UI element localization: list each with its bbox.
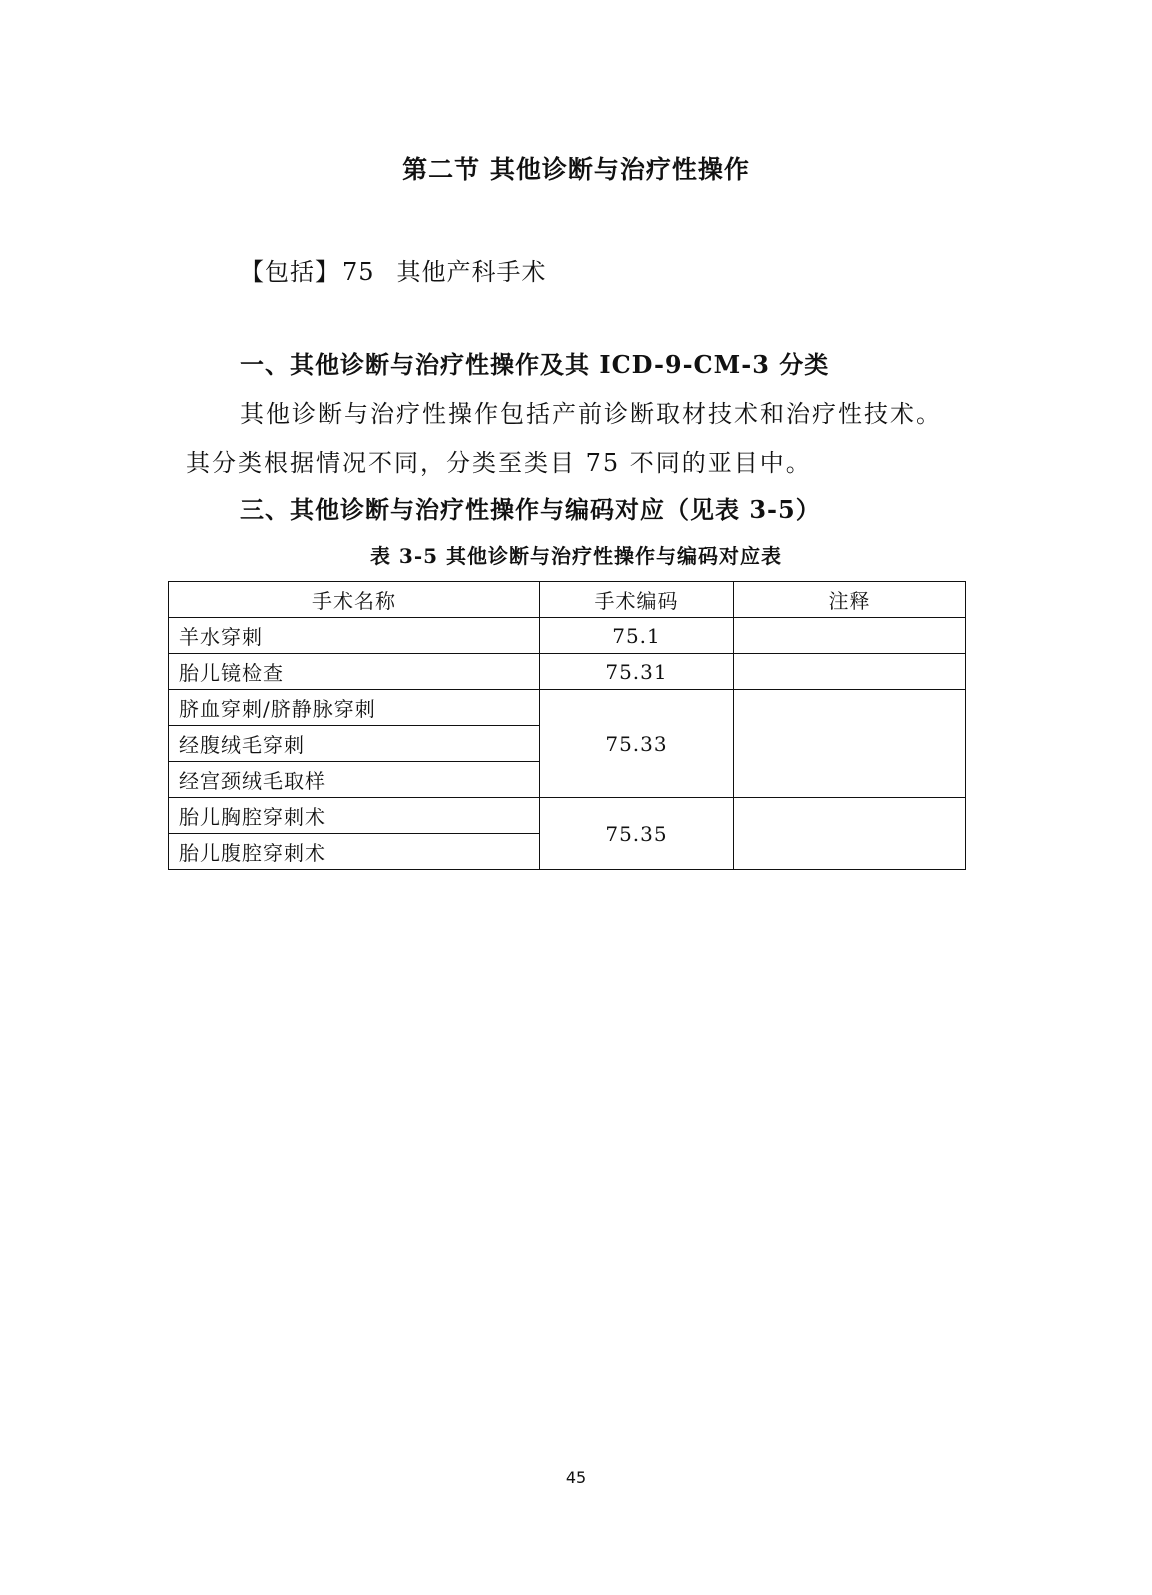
includes-text: 其他产科手术 — [396, 258, 547, 286]
table-row — [169, 798, 966, 834]
table-caption: 表 3-5 其他诊断与治疗性操作与编码对应表 — [369, 544, 783, 568]
header-procedure-code: 手术编码 — [540, 582, 734, 618]
procedure-name-cell: 经腹绒毛穿刺 — [169, 726, 540, 762]
procedure-name-cell: 胎儿镜检查 — [169, 654, 540, 690]
procedure-name-cell: 胎儿胸腔穿刺术 — [169, 798, 540, 834]
table-row — [169, 618, 966, 654]
includes-line — [240, 252, 547, 287]
header-procedure-name: 手术名称 — [169, 582, 540, 618]
table-header-row — [169, 582, 966, 618]
code-mapping-table — [168, 581, 966, 870]
table-row — [169, 690, 966, 726]
procedure-name-cell: 经宫颈绒毛取样 — [169, 762, 540, 798]
procedure-code-cell: 75.31 — [540, 654, 734, 690]
heading-classification: 一、其他诊断与治疗性操作及其 ICD-9-CM-3 分类 — [240, 350, 830, 379]
page-number: 45 — [565, 1468, 587, 1487]
procedure-name-cell: 脐血穿刺/脐静脉穿刺 — [169, 690, 540, 726]
procedure-code-cell: 75.1 — [540, 618, 734, 654]
procedure-code-cell: 75.33 — [540, 690, 734, 798]
procedure-name-cell: 胎儿腹腔穿刺术 — [169, 834, 540, 870]
table-row — [169, 654, 966, 690]
notes-cell — [734, 690, 966, 798]
section-title: 第二节 其他诊断与治疗性操作 — [402, 155, 750, 184]
includes-code: 75 — [342, 258, 375, 286]
header-notes: 注释 — [734, 582, 966, 618]
procedure-code-cell: 75.35 — [540, 798, 734, 870]
procedure-name-cell: 羊水穿刺 — [169, 618, 540, 654]
includes-label: 【包括】 — [240, 258, 340, 286]
paragraph-1: 其他诊断与治疗性操作包括产前诊断取材技术和治疗性技术。 — [240, 400, 942, 428]
notes-cell — [734, 798, 966, 870]
paragraph-2: 其分类根据情况不同，分类至类目 75 不同的亚目中。 — [186, 449, 812, 477]
notes-cell — [734, 618, 966, 654]
notes-cell — [734, 654, 966, 690]
heading-code-mapping: 三、其他诊断与治疗性操作与编码对应（见表 3-5） — [240, 495, 821, 524]
